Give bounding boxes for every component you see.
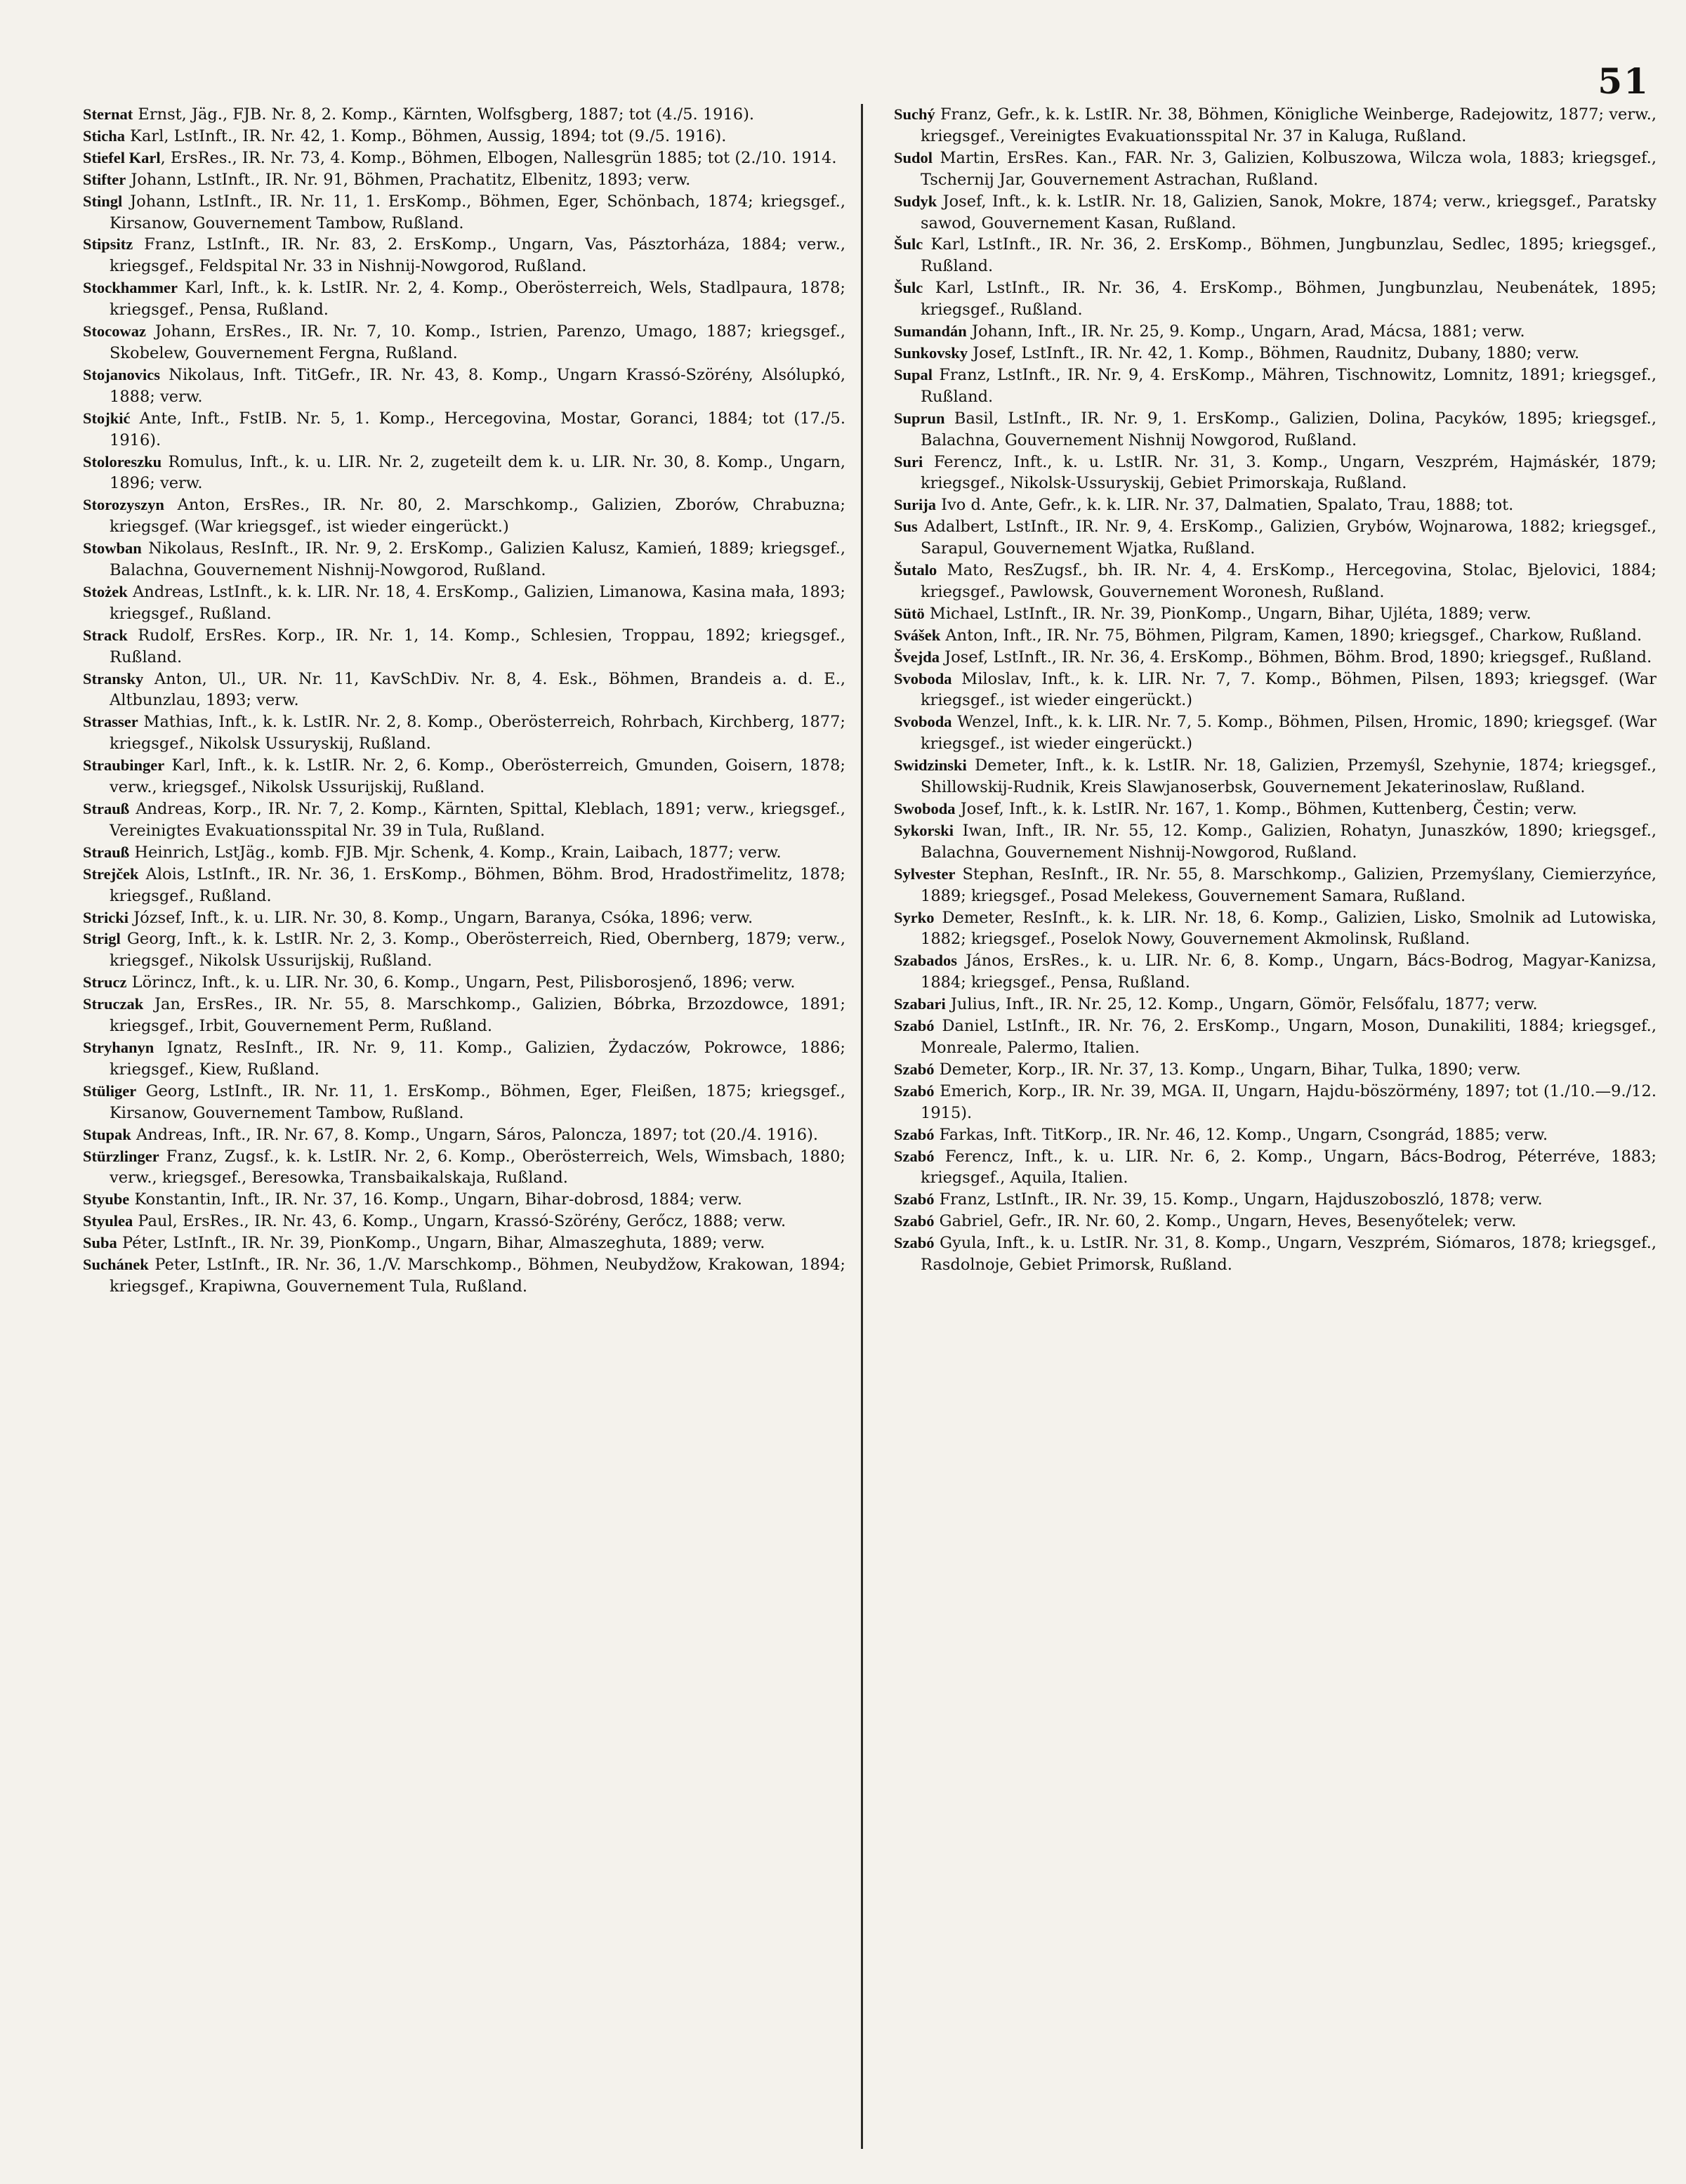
- entry-details: Ante, Inft., FstIB. Nr. 5, 1. Komp., Hercegovina, Mostar, Goranci, 1884; tot (17./5. 1916).: [110, 409, 845, 449]
- casualty-entry: [83, 755, 845, 798]
- entry-surname: Svoboda: [894, 669, 952, 688]
- casualty-entry: [894, 343, 1657, 364]
- entry-details: Josef, Inft., k. k. LstIR. Nr. 18, Galizien, Sanok, Mokre, 1874; verw., kriegsgef., Paratsky sawod, Gouvernement Kasan, Rußland.: [921, 192, 1657, 232]
- entry-surname: Szabó: [894, 1212, 935, 1230]
- entry-surname: Stowban: [83, 539, 142, 558]
- entry-surname: Sunkovsky: [894, 343, 968, 362]
- casualty-entry: [894, 234, 1657, 277]
- casualty-entry: [894, 1124, 1657, 1146]
- entry-surname: Stingl: [83, 192, 123, 210]
- entry-details: Miloslav, Inft., k. k. LIR. Nr. 7, 7. Komp., Böhmen, Pilsen, 1893; kriegsgef. (War kriegsgef., ist wieder eingerückt.): [921, 669, 1657, 710]
- entry-surname: Stryhanyn: [83, 1038, 154, 1056]
- casualty-entry: [894, 1059, 1657, 1081]
- casualty-entry: [83, 1254, 845, 1298]
- entry-details: Karl, LstInft., IR. Nr. 36, 2. ErsKomp., Böhmen, Jungbunzlau, Sedlec, 1895; kriegsgef., Rußland.: [921, 235, 1657, 276]
- entry-surname: Strigl: [83, 930, 121, 948]
- entry-surname: Strauß: [83, 843, 130, 861]
- casualty-entry: [83, 538, 845, 581]
- casualty-entry: [894, 711, 1657, 755]
- entry-surname: Sumandán: [894, 322, 967, 341]
- entry-surname: Stiefel Karl: [83, 148, 161, 166]
- casualty-entry: [894, 907, 1657, 951]
- entry-details: Péter, LstInft., IR. Nr. 39, PionKomp., Ungarn, Bihar, Almaszeghuta, 1889; verw.: [117, 1234, 765, 1253]
- entry-surname: Suri: [894, 452, 923, 471]
- entry-details: Gyula, Inft., k. u. LstIR. Nr. 31, 8. Komp., Ungarn, Veszprém, Siómaros, 1878; kriegsgef., Rasdolnoje, Gebiet Primorsk, Rußland.: [921, 1234, 1657, 1275]
- casualty-entry: [894, 950, 1657, 994]
- entry-surname: Swoboda: [894, 800, 956, 817]
- entry-details: Josef, LstInft., IR. Nr. 42, 1. Komp., Böhmen, Raudnitz, Dubany, 1880; verw.: [968, 343, 1580, 362]
- casualty-entry: [894, 603, 1657, 625]
- casualty-entry: [894, 408, 1657, 452]
- entry-details: Nikolaus, Inft. TitGefr., IR. Nr. 43, 8. Komp., Ungarn Krassó-Szörény, Alsólupkó, 1888; verw.: [110, 365, 845, 406]
- casualty-entry: [83, 1232, 845, 1254]
- entry-details: Julius, Inft., IR. Nr. 25, 12. Komp., Ungarn, Gömör, Felsőfalu, 1877; verw.: [945, 995, 1538, 1014]
- entry-surname: Stożek: [83, 582, 128, 600]
- entry-surname: Šulc: [894, 279, 923, 297]
- entry-surname: Szabó: [894, 1190, 935, 1209]
- entry-details: Andreas, Korp., IR. Nr. 7, 2. Komp., Kärnten, Spittal, Kleblach, 1891; verw., kriegsgef., Vereinigtes Evakuationsspital Nr. 39 in Tula, Rußland.: [110, 800, 845, 840]
- entry-details: Mathias, Inft., k. k. LstIR. Nr. 2, 8. Komp., Oberösterreich, Rohrbach, Kirchberg, 1877; kriegsgef., Nikolsk Ussuryskij, Rußland.: [110, 713, 845, 754]
- casualty-entry: [894, 1211, 1657, 1232]
- entry-surname: Suchánek: [83, 1256, 149, 1274]
- entry-surname: Szabó: [894, 1060, 935, 1078]
- casualty-entry: [894, 755, 1657, 798]
- entry-details: Lörincz, Inft., k. u. LIR. Nr. 30, 6. Komp., Ungarn, Pest, Pilisborosjenő, 1896; verw.: [126, 973, 796, 992]
- entry-details: Josef, Inft., k. k. LstIR. Nr. 167, 1. Komp., Böhmen, Kuttenberg, Čestin; verw.: [955, 800, 1577, 818]
- entry-details: Ferencz, Inft., k. u. LIR. Nr. 6, 2. Komp., Ungarn, Bács-Bodrog, Péterréve, 1883; kriegsgef., Aquila, Italien.: [921, 1147, 1657, 1188]
- entry-surname: Szabó: [894, 1125, 935, 1143]
- casualty-entry: [83, 798, 845, 842]
- entry-surname: Surija: [894, 496, 937, 514]
- casualty-entry: [83, 1124, 845, 1146]
- entry-details: Michael, LstInft., IR. Nr. 39, PionKomp., Ungarn, Bihar, Ujléta, 1889; verw.: [924, 604, 1532, 623]
- entry-details: Karl, Inft., k. k. LstIR. Nr. 2, 4. Komp., Oberösterreich, Wels, Stadlpaura, 1878; kriegsgef., Pensa, Rußland.: [110, 279, 845, 320]
- entry-details: Mato, ResZugsf., bh. IR. Nr. 4, 4. ErsKomp., Hercegovina, Stolac, Bjelovici, 1884; kriegsgef., Pawlowsk, Gouvernement Woronesh, Rußland.: [921, 561, 1657, 601]
- casualty-entry: [894, 191, 1657, 235]
- casualty-entry: [83, 625, 845, 669]
- entry-surname: Stockhammer: [83, 279, 178, 297]
- entry-surname: Stransky: [83, 669, 144, 688]
- entry-details: János, ErsRes., k. u. LIR. Nr. 6, 8. Komp., Ungarn, Bács-Bodrog, Magyar-Kanizsa, 1884; kriegsgef., Pensa, Rußland.: [921, 952, 1657, 992]
- entry-surname: Storozyszyn: [83, 496, 164, 514]
- entry-details: Demeter, Inft., k. k. LstIR. Nr. 18, Galizien, Przemyśl, Szehynie, 1874; kriegsgef., Shillowskij-Rudnik, Kreis Slawjanoserbsk, Gouvernement Jekaterinoslaw, Rußland.: [921, 756, 1657, 797]
- entry-surname: Stüliger: [83, 1081, 137, 1100]
- casualty-entry: [894, 864, 1657, 907]
- entry-surname: Šulc: [894, 235, 923, 254]
- entry-surname: Stifter: [83, 170, 126, 188]
- casualty-entry: [894, 494, 1657, 516]
- casualty-entry: [83, 191, 845, 235]
- entry-details: Anton, ErsRes., IR. Nr. 80, 2. Marschkomp., Galizien, Zborów, Chrabuzna; kriegsgef. (War kriegsgef., ist wieder eingerückt.): [110, 496, 845, 537]
- entry-details: Demeter, Korp., IR. Nr. 37, 13. Komp., Ungarn, Bihar, Tulka, 1890; verw.: [934, 1060, 1521, 1079]
- casualty-entry: [894, 1015, 1657, 1059]
- entry-surname: Stricki: [83, 908, 129, 926]
- entry-surname: Suchý: [894, 105, 935, 123]
- casualty-entry: [894, 820, 1657, 864]
- casualty-entry: [894, 516, 1657, 560]
- entry-details: Andreas, Inft., IR. Nr. 67, 8. Komp., Ungarn, Sáros, Paloncza, 1897; tot (20./4. 1916).: [131, 1125, 819, 1144]
- entry-details: Stephan, ResInft., IR. Nr. 55, 8. Marschkomp., Galizien, Przemyślany, Ciemierzyńce, 1889; kriegsgef., Posad Melekess, Gouvernement Samara, Rußland.: [921, 864, 1657, 905]
- entry-surname: Szabó: [894, 1234, 935, 1252]
- entry-details: Adalbert, LstInft., IR. Nr. 9, 4. ErsKomp., Galizien, Grybów, Wojnarowa, 1882; kriegsgef., Sarapul, Gouvernement Wjatka, Rußland.: [917, 518, 1657, 558]
- casualty-entry: [83, 928, 845, 972]
- entry-details: Karl, LstInft., IR. Nr. 42, 1. Komp., Böhmen, Aussig, 1894; tot (9./5. 1916).: [125, 126, 727, 145]
- entry-surname: Strucz: [83, 973, 127, 992]
- casualty-entry: [894, 277, 1657, 321]
- entry-surname: Syrko: [894, 908, 935, 926]
- entry-details: Johann, Inft., IR. Nr. 25, 9. Komp., Ungarn, Arad, Mácsa, 1881; verw.: [966, 322, 1525, 341]
- casualty-entry: [83, 126, 845, 147]
- entry-surname: Styube: [83, 1190, 130, 1209]
- casualty-entry: [83, 321, 845, 364]
- entry-details: Franz, Zugsf., k. k. LstIR. Nr. 2, 6. Komp., Oberösterreich, Wels, Wimsbach, 1880; verw., kriegsgef., Beresowka, Transbaikalskaja, Rußland.: [110, 1147, 845, 1188]
- entry-surname: Strauß: [83, 800, 130, 817]
- entry-surname: Strack: [83, 626, 128, 644]
- entry-details: Martin, ErsRes. Kan., FAR. Nr. 3, Galizien, Kolbuszowa, Wilcza wola, 1883; kriegsgef., Tschernij Jar, Gouvernement Astrachan, Rußland.: [921, 148, 1657, 189]
- entry-surname: Straubinger: [83, 756, 165, 775]
- casualty-entry: [83, 364, 845, 408]
- entry-surname: Strejček: [83, 864, 139, 883]
- entry-details: Alois, LstInft., IR. Nr. 36, 1. ErsKomp., Böhmen, Böhm. Brod, Hradostřimelitz, 1878; kriegsgef., Rußland.: [110, 864, 845, 905]
- entry-details: Franz, LstInft., IR. Nr. 83, 2. ErsKomp., Ungarn, Vas, Pásztorháza, 1884; verw., kriegsgef., Feldspital Nr. 33 in Nishnij-Nowgorod, Rußland.: [110, 235, 845, 276]
- casualty-entry: [83, 907, 845, 929]
- entry-details: Johann, LstInft., IR. Nr. 11, 1. ErsKomp., Böhmen, Eger, Schönbach, 1874; kriegsgef., Kirsanow, Gouvernement Tambow, Rußland.: [110, 192, 845, 232]
- casualty-entry: [83, 277, 845, 321]
- entry-surname: Stipsitz: [83, 235, 133, 254]
- entry-surname: Szabari: [894, 995, 946, 1013]
- casualty-entry: [894, 625, 1657, 647]
- casualty-entry: [83, 234, 845, 277]
- entry-surname: Styulea: [83, 1212, 133, 1230]
- entry-details: Anton, Ul., UR. Nr. 11, KavSchDiv. Nr. 8, 4. Esk., Böhmen, Brandeis a. d. E., Altbunzlau, 1893; verw.: [110, 669, 845, 710]
- entry-surname: Strasser: [83, 713, 138, 731]
- entry-surname: Svoboda: [894, 713, 952, 731]
- casualty-entry: [83, 1211, 845, 1232]
- casualty-entry: [894, 798, 1657, 820]
- entry-surname: Sudol: [894, 148, 933, 166]
- casualty-entry: [894, 669, 1657, 712]
- casualty-entry: [894, 452, 1657, 495]
- entry-details: Franz, Gefr., k. k. LstIR. Nr. 38, Böhmen, Königliche Weinberge, Radejowitz, 1877; verw., kriegsgef., Vereinigtes Evakuationsspital Nr. 37 in Kaluga, Rußland.: [921, 105, 1657, 145]
- entry-details: Gabriel, Gefr., IR. Nr. 60, 2. Komp., Ungarn, Heves, Besenyőtelek; verw.: [934, 1212, 1517, 1231]
- casualty-entry: [83, 1037, 845, 1081]
- entry-surname: Stupak: [83, 1125, 131, 1143]
- casualty-entry: [894, 147, 1657, 191]
- right-column: [888, 104, 1657, 2149]
- casualty-entry: [83, 104, 845, 126]
- entry-columns: [83, 104, 1657, 2149]
- casualty-entry: [894, 104, 1657, 147]
- entry-details: Heinrich, LstJäg., komb. FJB. Mjr. Schenk, 4. Komp., Krain, Laibach, 1877; verw.: [129, 843, 782, 862]
- entry-surname: Sudyk: [894, 192, 937, 210]
- entry-details: Rudolf, ErsRes. Korp., IR. Nr. 1, 14. Komp., Schlesien, Troppau, 1892; kriegsgef., Rußland.: [110, 626, 845, 666]
- entry-details: Jan, ErsRes., IR. Nr. 55, 8. Marschkomp., Galizien, Bóbrka, Brzozdowce, 1891; kriegsgef., Irbit, Gouvernement Perm, Rußland.: [110, 995, 845, 1036]
- casualty-entry: [894, 1081, 1657, 1124]
- entry-surname: Sus: [894, 518, 918, 536]
- entry-details: Farkas, Inft. TitKorp., IR. Nr. 46, 12. Komp., Ungarn, Csongrád, 1885; verw.: [934, 1125, 1548, 1144]
- entry-details: Emerich, Korp., IR. Nr. 39, MGA. II, Ungarn, Hajdu-böszörmény, 1897; tot (1./10.—9./12. 1915).: [921, 1081, 1657, 1122]
- entry-details: Nikolaus, ResInft., IR. Nr. 9, 2. ErsKomp., Galizien Kalusz, Kamień, 1889; kriegsgef., Balachna, Gouvernement Nishnij-Nowgorod, Rußland.: [110, 539, 845, 580]
- casualty-entry: [894, 364, 1657, 408]
- entry-details: Ivo d. Ante, Gefr., k. k. LIR. Nr. 37, Dalmatien, Spalato, Trau, 1888; tot.: [936, 496, 1514, 515]
- entry-surname: Szabados: [894, 952, 958, 970]
- entry-details: Wenzel, Inft., k. k. LIR. Nr. 7, 5. Komp., Böhmen, Pilsen, Hromic, 1890; kriegsgef. (War kriegsgef., ist wieder eingerückt.): [921, 713, 1657, 754]
- entry-details: József, Inft., k. u. LIR. Nr. 30, 8. Komp., Ungarn, Baranya, Csóka, 1896; verw.: [129, 908, 753, 927]
- entry-surname: Sternat: [83, 105, 133, 123]
- casualty-entry: [83, 408, 845, 452]
- entry-surname: Szabó: [894, 1017, 935, 1035]
- entry-details: Josef, LstInft., IR. Nr. 36, 4. ErsKomp., Böhmen, Böhm. Brod, 1890; kriegsgef., Rußland.: [940, 647, 1652, 666]
- casualty-entry: [894, 994, 1657, 1015]
- entry-surname: Švejda: [894, 647, 940, 666]
- entry-surname: Sütö: [894, 604, 925, 622]
- entry-details: Johann, ErsRes., IR. Nr. 7, 10. Komp., Istrien, Parenzo, Umago, 1887; kriegsgef., Skobelew, Gouvernement Fergna, Rußland.: [110, 322, 845, 362]
- entry-details: , ErsRes., IR. Nr. 73, 4. Komp., Böhmen, Elbogen, Nallesgrün 1885; tot (2./10. 1914.: [160, 148, 837, 167]
- casualty-entry: [83, 669, 845, 712]
- entry-details: Ferencz, Inft., k. u. LstIR. Nr. 31, 3. Komp., Ungarn, Veszprém, Hajmáskér, 1879; kriegsgef., Nikolsk-Ussuryskij, Gebiet Primorskaja, Rußland.: [921, 452, 1657, 493]
- entry-details: Konstantin, Inft., IR. Nr. 37, 16. Komp., Ungarn, Bihar-dobrosd, 1884; verw.: [129, 1190, 742, 1209]
- entry-details: Georg, LstInft., IR. Nr. 11, 1. ErsKomp., Böhmen, Eger, Fleißen, 1875; kriegsgef., Kirsanow, Gouvernement Tambow, Rußland.: [110, 1081, 845, 1122]
- casualty-entry: [83, 169, 845, 191]
- entry-surname: Sykorski: [894, 821, 954, 839]
- entry-surname: Sticha: [83, 126, 126, 145]
- casualty-entry: [894, 1146, 1657, 1190]
- entry-surname: Sylvester: [894, 864, 956, 883]
- entry-surname: Szabó: [894, 1147, 935, 1165]
- entry-details: Anton, Inft., IR. Nr. 75, Böhmen, Pilgram, Kamen, 1890; kriegsgef., Charkow, Rußland.: [940, 626, 1642, 645]
- casualty-entry: [894, 647, 1657, 669]
- entry-details: Franz, LstInft., IR. Nr. 9, 4. ErsKomp., Mähren, Tischnowitz, Lomnitz, 1891; kriegsgef., Rußland.: [921, 365, 1657, 406]
- entry-details: Karl, Inft., k. k. LstIR. Nr. 2, 6. Komp., Oberösterreich, Gmunden, Goisern, 1878; verw., kriegsgef., Nikolsk Ussurijskij, Rußland.: [110, 756, 845, 797]
- entry-surname: Stocowaz: [83, 322, 146, 341]
- casualty-entry: [83, 711, 845, 755]
- entry-details: Karl, LstInft., IR. Nr. 36, 4. ErsKomp., Böhmen, Jungbunzlau, Neubenátek, 1895; kriegsgef., Rußland.: [921, 279, 1657, 320]
- casualty-entry: [894, 1232, 1657, 1276]
- entry-details: Ignatz, ResInft., IR. Nr. 9, 11. Komp., Galizien, Żydaczów, Pokrowce, 1886; kriegsgef., Kiew, Rußland.: [110, 1038, 845, 1079]
- entry-surname: Stojkić: [83, 409, 131, 427]
- entry-details: Demeter, ResInft., k. k. LIR. Nr. 18, 6. Komp., Galizien, Lisko, Smolnik ad Lutowiska, 1882; kriegsgef., Poselok Nowy, Gouvernement Akmolinsk, Rußland.: [921, 908, 1657, 949]
- casualty-entry: [83, 994, 845, 1037]
- entry-surname: Stürzlinger: [83, 1147, 159, 1165]
- entry-surname: Struczak: [83, 995, 144, 1013]
- casualty-entry: [894, 321, 1657, 343]
- entry-details: Georg, Inft., k. k. LstIR. Nr. 2, 3. Komp., Oberösterreich, Ried, Obernberg, 1879; verw., kriegsgef., Nikolsk Ussurijskij, Rußland.: [110, 930, 845, 971]
- casualty-entry: [83, 972, 845, 994]
- entry-details: Basil, LstInft., IR. Nr. 9, 1. ErsKomp., Galizien, Dolina, Pacyków, 1895; kriegsgef., Balachna, Gouvernement Nishnij Nowgorod, Rußland.: [921, 409, 1657, 449]
- entry-details: Andreas, LstInft., k. k. LIR. Nr. 18, 4. ErsKomp., Galizien, Limanowa, Kasina mała, 1893; kriegsgef., Rußland.: [110, 582, 845, 623]
- casualty-entry: [83, 147, 845, 169]
- entry-details: Johann, LstInft., IR. Nr. 91, Böhmen, Prachatitz, Elbenitz, 1893; verw.: [126, 170, 691, 189]
- casualty-entry: [83, 1146, 845, 1190]
- entry-surname: Stoloreszku: [83, 452, 162, 471]
- entry-details: Romulus, Inft., k. u. LIR. Nr. 2, zugeteilt dem k. u. LIR. Nr. 30, 8. Komp., Ungarn, 1896; verw.: [110, 452, 845, 493]
- entry-details: Ernst, Jäg., FJB. Nr. 8, 2. Komp., Kärnten, Wolfsgberg, 1887; tot (4./5. 1916).: [133, 105, 755, 124]
- entry-surname: Šutalo: [894, 561, 937, 579]
- entry-details: Paul, ErsRes., IR. Nr. 43, 6. Komp., Ungarn, Krassó-Szörény, Gerőcz, 1888; verw.: [133, 1212, 786, 1231]
- entry-surname: Suprun: [894, 409, 945, 427]
- casualty-entry: [83, 842, 845, 864]
- entry-details: Iwan, Inft., IR. Nr. 55, 12. Komp., Galizien, Rohatyn, Junaszków, 1890; kriegsgef., Balachna, Gouvernement Nishnij-Nowgorod, Rußland.: [921, 821, 1657, 862]
- entry-surname: Supal: [894, 365, 933, 383]
- page-number: 51: [1598, 60, 1649, 102]
- casualty-entry: [83, 1189, 845, 1211]
- entry-details: Peter, LstInft., IR. Nr. 36, 1./V. Marschkomp., Böhmen, Neubydžow, Krakowan, 1894; kriegsgef., Krapiwna, Gouvernement Tula, Rußland.: [110, 1256, 845, 1296]
- entry-surname: Suba: [83, 1234, 117, 1252]
- casualty-entry: [83, 494, 845, 538]
- casualty-entry: [83, 581, 845, 625]
- casualty-entry: [894, 1189, 1657, 1211]
- entry-surname: Svášek: [894, 626, 941, 644]
- entry-surname: Szabó: [894, 1081, 935, 1100]
- left-column: [83, 104, 863, 2149]
- entry-details: Franz, LstInft., IR. Nr. 39, 15. Komp., Ungarn, Hajduszoboszló, 1878; verw.: [934, 1190, 1543, 1209]
- casualty-entry: [894, 560, 1657, 603]
- entry-surname: Swidzinski: [894, 756, 967, 775]
- casualty-entry: [83, 1081, 845, 1124]
- entry-details: Daniel, LstInft., IR. Nr. 76, 2. ErsKomp., Ungarn, Moson, Dunakiliti, 1884; kriegsgef., Monreale, Palermo, Italien.: [921, 1017, 1657, 1057]
- casualty-entry: [83, 864, 845, 907]
- casualty-entry: [83, 452, 845, 495]
- entry-surname: Stojanovics: [83, 365, 161, 383]
